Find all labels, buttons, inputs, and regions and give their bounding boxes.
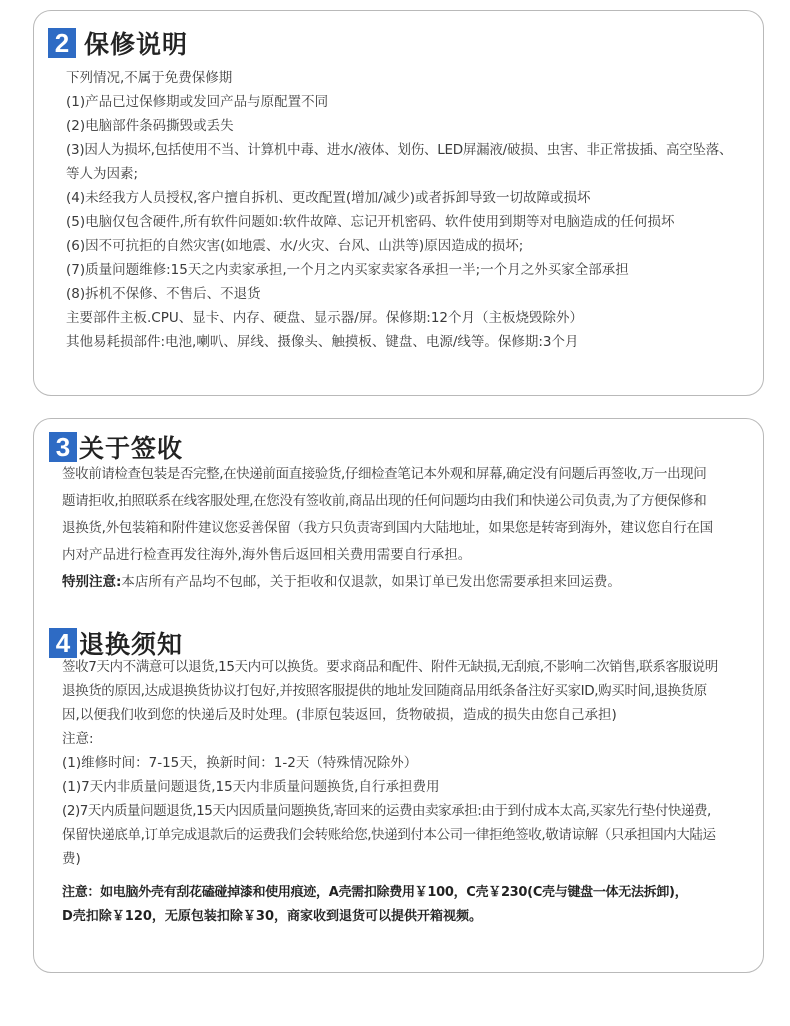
receipt-body: [62, 461, 757, 601]
warranty-line: (5)电脑仅包含硬件,所有软件问题如:软件故障、忘记开机密码、软件使用到期等对电脑造成的任何损坏: [66, 214, 675, 230]
warranty-line: 主要部件主板.CPU、显卡、内存、硬盘、显示器/屏。保修期:12个月（主板烧毁除外）: [66, 310, 584, 326]
returns-line: 保留快递底单,订单完成退款后的运费我们会转账给您,快递到付本公司一律拒绝签收,敬请谅解（只承担国内大陆运: [62, 827, 716, 843]
receipt-line: 签收前请检查包装是否完整,在快递前面直接验货,仔细检查笔记本外观和屏幕,确定没有问题后再签收,万一出现问: [62, 466, 707, 482]
returns-line: (1)7天内非质量问题退货,15天内非质量问题换货,自行承担费用: [62, 779, 440, 795]
returns-note-line: 注意：如电脑外壳有刮花磕碰掉漆和使用痕迹，A壳需扣除费用￥100，C壳￥230(C壳与键盘一体无法拆卸)，: [62, 885, 688, 900]
section-number-badge: 2: [48, 28, 76, 58]
returns-body: [62, 655, 757, 955]
section-title: 关于签收: [79, 434, 184, 463]
warranty-line: 其他易耗损部件:电池,喇叭、屏线、摄像头、触摸板、键盘、电源/线等。保修期:3个月: [66, 334, 579, 350]
warranty-line: (2)电脑部件条码撕毁或丢失: [66, 118, 234, 134]
receipt-returns-card: [33, 418, 764, 973]
warranty-line: 等人为因素;: [66, 166, 139, 182]
warranty-body: [66, 66, 756, 366]
returns-line: 因,以便我们收到您的快递后及时处理。(非原包装返回，货物破损，造成的损失由您自己承担): [62, 707, 617, 723]
receipt-note-label: 特别注意:: [62, 574, 122, 590]
returns-line: 签收7天内不满意可以退货,15天内可以换货。要求商品和配件、附件无缺损,无刮痕,不影响二次销售,联系客服说明: [62, 659, 718, 675]
returns-line: (1)维修时间：7-15天，换新时间：1-2天（特殊情况除外）: [62, 755, 418, 771]
warranty-line: (4)未经我方人员授权,客户擅自拆机、更改配置(增加/减少)或者拆卸导致一切故障或损坏: [66, 190, 591, 206]
returns-line: (2)7天内质量问题退货,15天内因质量问题换货,寄回来的运费由卖家承担:由于到付成本太高,买家先行垫付快递费,: [62, 803, 711, 819]
warranty-line: (7)质量问题维修:15天之内卖家承担,一个月之内买家卖家各承担一半;一个月之外买家全部承担: [66, 262, 629, 278]
warranty-line: (3)因人为损坏,包括使用不当、计算机中毒、进水/液体、划伤、LED屏漏液/破损、虫害、非正常拔插、高空坠落、: [66, 142, 733, 158]
returns-line: 退换货的原因,达成退换货协议打包好,并按照客服提供的地址发回随商品用纸条备注好买家ID,购买时间,退换货原: [62, 683, 707, 699]
warranty-line: (1)产品已过保修期或发回产品与原配置不同: [66, 94, 329, 110]
receipt-heading: [49, 429, 183, 465]
receipt-note: [62, 569, 621, 596]
warranty-line: 下列情况,不属于免费保修期: [66, 70, 233, 86]
warranty-line: (8)拆机不保修、不售后、不退货: [66, 286, 261, 302]
returns-note-line: D壳扣除￥120，无原包装扣除￥30，商家收到退货可以提供开箱视频。: [62, 909, 483, 924]
section-title: 保修说明: [84, 30, 189, 59]
section-number-badge: 3: [49, 432, 77, 462]
receipt-line: 内对产品进行检查再发往海外,海外售后返回相关费用需要自行承担。: [62, 547, 472, 563]
section-title: 退换须知: [79, 630, 184, 659]
section-number-badge: 4: [49, 628, 77, 658]
receipt-note-text: 本店所有产品均不包邮，关于拒收和仅退款，如果订单已发出您需要承担来回运费。: [121, 574, 621, 590]
receipt-line: 退换货,外包装箱和附件建议您妥善保留（我方只负责寄到国内大陆地址，如果您是转寄到海外，建议您自行在国: [62, 520, 713, 536]
receipt-line: 题请拒收,拍照联系在线客服处理,在您没有签收前,商品出现的任何问题均由我们和快递公司负责,为了方便保修和: [62, 493, 707, 509]
returns-line: 注意:: [62, 731, 94, 747]
returns-line: 费): [62, 851, 81, 867]
warranty-heading: [48, 25, 188, 61]
warranty-line: (6)因不可抗拒的自然灾害(如地震、水/火灾、台风、山洪等)原因造成的损坏;: [66, 238, 524, 254]
warranty-card: [33, 10, 764, 396]
